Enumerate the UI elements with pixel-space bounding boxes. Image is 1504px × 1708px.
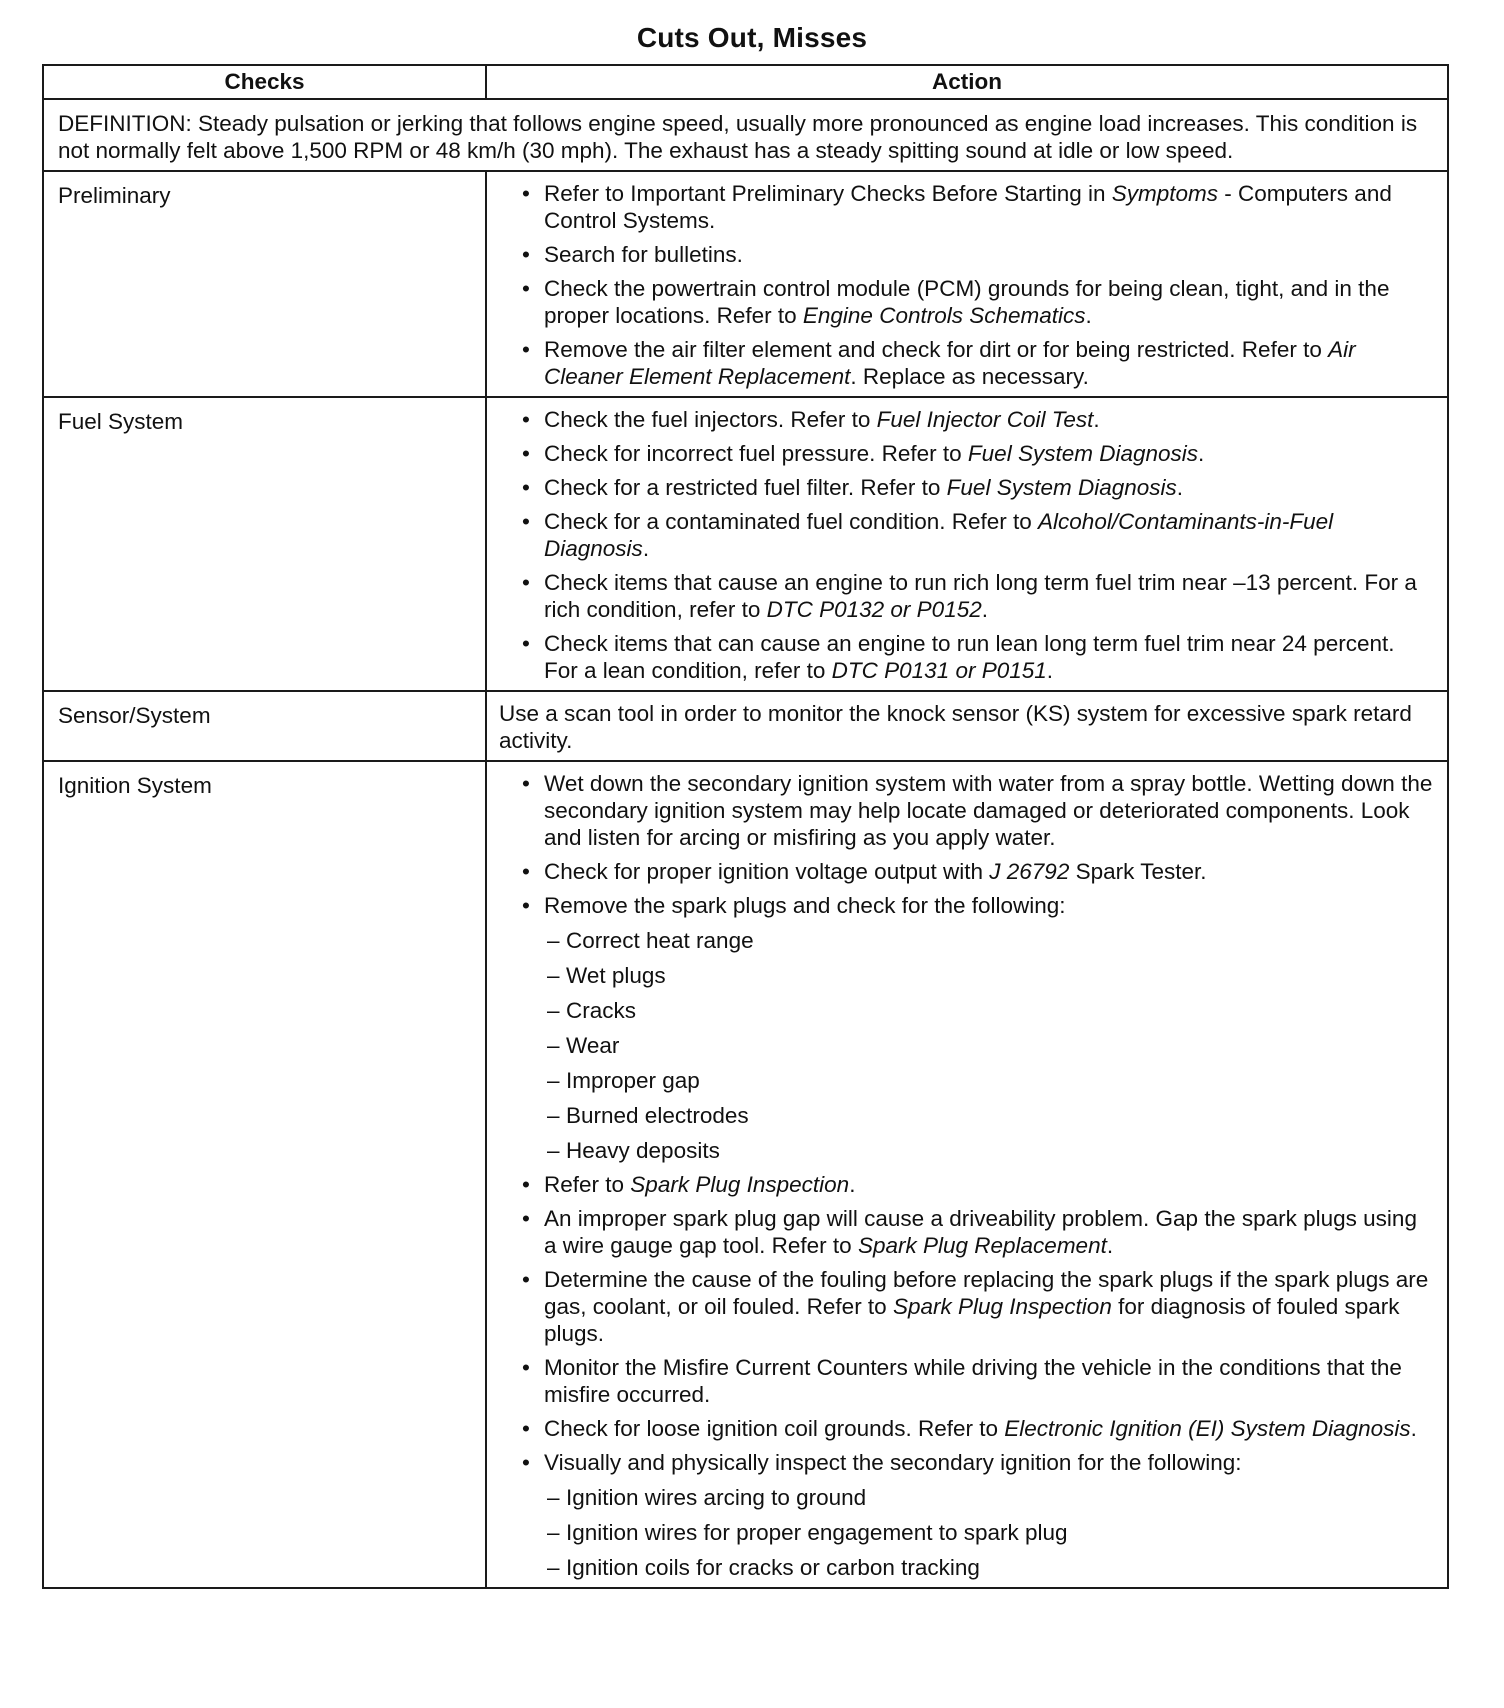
action-item: • Check the fuel injectors. Refer to Fuel Injector Coil Test.: [522, 407, 1100, 432]
list-item: – Ignition wires arcing to ground: [547, 1485, 867, 1510]
action-cell-preliminary: [486, 171, 1448, 397]
list-item: – Wear: [547, 1033, 620, 1058]
header-row: [43, 65, 1448, 99]
dash-icon: –: [547, 1103, 560, 1128]
diagnostic-table: [42, 64, 1449, 1589]
dash-icon: –: [547, 1520, 560, 1545]
list-item: – Ignition coils for cracks or carbon tracking: [547, 1555, 980, 1580]
bullet-icon: •: [522, 181, 530, 206]
action-item: • Check items that cause an engine to run rich long term fuel trim near –13 percent. For a rich condition, refer to DTC P0132 or P0152.: [522, 570, 1417, 622]
action-item: • Visually and physically inspect the secondary ignition for the following: – Ignition wires arcing to ground – Ignition wires for proper engagement to spark plug – Ignition coils for cracks or carbon tracking: [519, 1449, 1433, 1581]
action-item: • Check for loose ignition coil grounds. Refer to Electronic Ignition (EI) System Diagnosis.: [522, 1416, 1417, 1441]
bullet-icon: •: [522, 631, 530, 656]
action-item: • Check for a contaminated fuel condition. Refer to Alcohol/Contaminants-in-Fuel Diagnosis.: [522, 509, 1334, 561]
bullet-icon: •: [522, 1416, 530, 1441]
list-item: – Cracks: [547, 998, 637, 1023]
list-item: – Wet plugs: [547, 963, 666, 988]
list-item: – Ignition wires for proper engagement to spark plug: [547, 1520, 1068, 1545]
bullet-icon: •: [522, 407, 530, 432]
bullet-icon: •: [522, 242, 530, 267]
bullet-icon: •: [522, 1172, 530, 1197]
action-item: • Determine the cause of the fouling before replacing the spark plugs if the spark plugs are gas, coolant, or oil fouled. Refer to Spark Plug Inspection for diagnosis of fouled spark plugs.: [522, 1267, 1429, 1346]
definition-row: [43, 99, 1448, 171]
dash-icon: –: [547, 1033, 560, 1058]
dash-icon: –: [547, 1485, 560, 1510]
action-item: • Remove the air filter element and check for dirt or for being restricted. Refer to Air Cleaner Element Replacement. Replace as necessary.: [522, 337, 1356, 389]
action-cell-ignition-system: [486, 761, 1448, 1588]
secondary-ignition-check-list: [544, 1484, 1433, 1581]
action-item: • Wet down the secondary ignition system with water from a spray bottle. Wetting down the secondary ignition system may help locate damaged or deteriorated components. Look and listen for arcing or misfiring as you apply water.: [522, 771, 1433, 850]
check-label-fuel-system: Fuel System: [43, 397, 486, 691]
action-item: • Check the powertrain control module (PCM) grounds for being clean, tight, and in the proper locations. Refer to Engine Controls Schematics.: [522, 276, 1390, 328]
dash-icon: –: [547, 963, 560, 988]
action-item: • Refer to Spark Plug Inspection.: [522, 1172, 856, 1197]
bullet-icon: •: [522, 1355, 530, 1380]
bullet-icon: •: [522, 337, 530, 362]
dash-icon: –: [547, 1555, 560, 1580]
check-label-preliminary: Preliminary: [43, 171, 486, 397]
bullet-icon: •: [522, 1206, 530, 1231]
dash-icon: –: [547, 998, 560, 1023]
action-item: • Check for incorrect fuel pressure. Refer to Fuel System Diagnosis.: [522, 441, 1205, 466]
list-item: – Heavy deposits: [547, 1138, 720, 1163]
list-item: – Correct heat range: [547, 928, 754, 953]
check-label-sensor-system: Sensor/System: [43, 691, 486, 761]
table-row: [43, 171, 1448, 397]
bullet-icon: •: [522, 771, 530, 796]
action-item: • Check for a restricted fuel filter. Refer to Fuel System Diagnosis.: [522, 475, 1184, 500]
action-item: • Search for bulletins.: [522, 242, 743, 267]
bullet-icon: •: [522, 276, 530, 301]
bullet-icon: •: [522, 893, 530, 918]
dash-icon: –: [547, 1138, 560, 1163]
dash-icon: –: [547, 928, 560, 953]
table-row: [43, 397, 1448, 691]
list-item: – Burned electrodes: [547, 1103, 749, 1128]
dash-icon: –: [547, 1068, 560, 1093]
bullet-icon: •: [522, 570, 530, 595]
bullet-icon: •: [522, 441, 530, 466]
bullet-icon: •: [522, 475, 530, 500]
action-item: • Check for proper ignition voltage output with J 26792 Spark Tester.: [522, 859, 1207, 884]
definition-text: DEFINITION: Steady pulsation or jerking that follows engine speed, usually more pronounced as engine load increases. This condition is not normally felt above 1,500 RPM or 48 km/h (30 mph). The exhaust has a steady spitting sound at idle or low speed.: [43, 99, 1448, 171]
check-label-ignition-system: Ignition System: [43, 761, 486, 1588]
action-item: • Check items that can cause an engine to run lean long term fuel trim near 24 percent. For a lean condition, refer to DTC P0131 or P0151.: [522, 631, 1395, 683]
action-item: • Refer to Important Preliminary Checks Before Starting in Symptoms - Computers and Control Systems.: [522, 181, 1392, 233]
action-item: • Monitor the Misfire Current Counters while driving the vehicle in the conditions that the misfire occurred.: [522, 1355, 1402, 1407]
action-cell-sensor-system: Use a scan tool in order to monitor the knock sensor (KS) system for excessive spark retard activity.: [486, 691, 1448, 761]
page-title: Cuts Out, Misses: [636, 22, 868, 53]
action-item: • An improper spark plug gap will cause a driveability problem. Gap the spark plugs using a wire gauge gap tool. Refer to Spark Plug Replacement.: [522, 1206, 1417, 1258]
action-cell-fuel-system: [486, 397, 1448, 691]
action-item: • Remove the spark plugs and check for the following: – Correct heat range – Wet plugs – Cracks – Wear – Improper gap – Burned electrodes – Heavy deposits: [519, 892, 1433, 1164]
list-item: – Improper gap: [547, 1068, 700, 1093]
bullet-icon: •: [522, 1450, 530, 1475]
bullet-icon: •: [522, 1267, 530, 1292]
checks-column-header: Checks: [43, 65, 486, 99]
bullet-icon: •: [522, 509, 530, 534]
table-row: [43, 761, 1448, 1588]
table-row: [43, 691, 1448, 761]
bullet-icon: •: [522, 859, 530, 884]
action-column-header: Action: [486, 65, 1448, 99]
spark-plug-check-list: [544, 927, 1433, 1164]
